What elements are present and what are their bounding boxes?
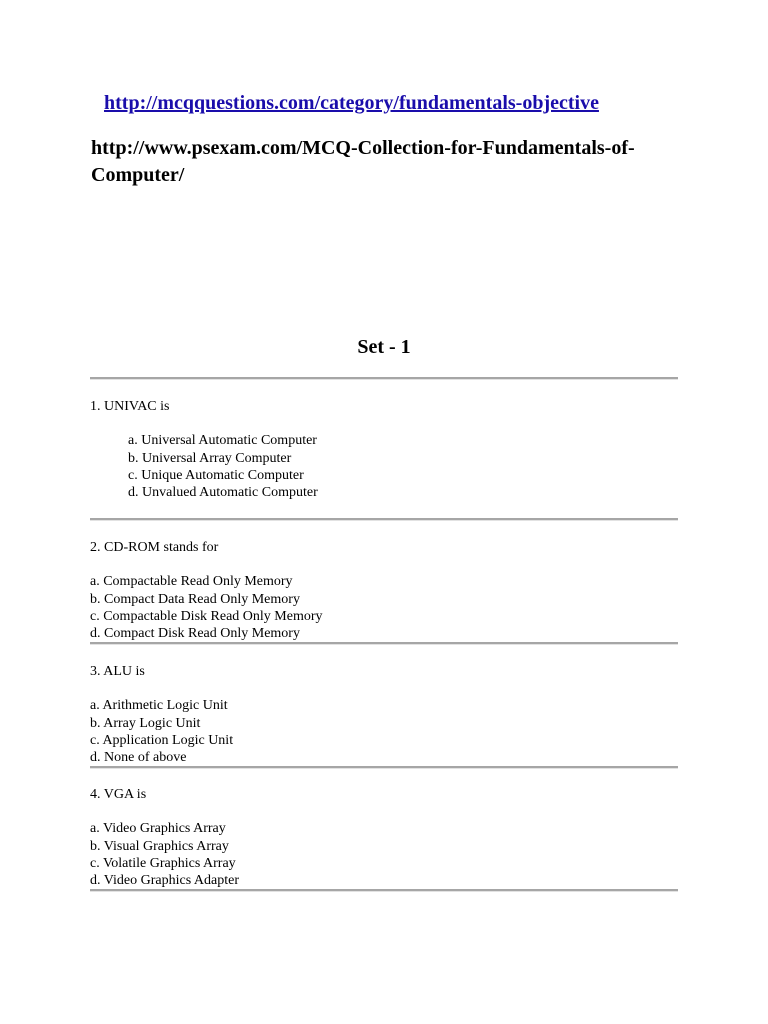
question-stem: 1. UNIVAC is: [90, 399, 170, 414]
option-d: d. Video Graphics Adapter: [90, 873, 239, 889]
divider: [90, 377, 678, 380]
question-stem: 3. ALU is: [90, 664, 145, 679]
option-list: [90, 573, 678, 642]
option-a: a. Universal Automatic Computer: [128, 433, 317, 449]
set-title: Set - 1: [357, 336, 411, 358]
option-b: b. Compact Data Read Only Memory: [90, 591, 300, 607]
question-4: [90, 786, 678, 889]
question-stem: 2. CD-ROM stands for: [90, 540, 219, 555]
psexam-url-text: http://www.psexam.com/MCQ-Collection-for-Fundamentals-of-Computer/: [91, 137, 635, 186]
option-c: c. Unique Automatic Computer: [128, 467, 304, 483]
question-stem: 4. VGA is: [90, 787, 147, 802]
option-c: c. Compactable Disk Read Only Memory: [90, 608, 323, 624]
question-3: [90, 663, 678, 766]
option-list: [90, 820, 678, 889]
divider: [90, 518, 678, 521]
question-1: [90, 398, 678, 501]
option-d: d. Compact Disk Read Only Memory: [90, 626, 300, 642]
option-list: [90, 432, 678, 501]
option-c: c. Application Logic Unit: [90, 732, 234, 748]
option-b: b. Array Logic Unit: [90, 715, 201, 731]
option-d: d. Unvalued Automatic Computer: [128, 485, 318, 501]
option-a: a. Video Graphics Array: [90, 821, 226, 837]
mcqquestions-link[interactable]: http://mcqquestions.com/category/fundamentals-objective: [104, 92, 599, 114]
option-b: b. Universal Array Computer: [128, 450, 292, 466]
option-list: [90, 697, 678, 766]
question-2: [90, 539, 678, 642]
option-a: a. Compactable Read Only Memory: [90, 574, 293, 590]
option-b: b. Visual Graphics Array: [90, 838, 229, 854]
divider: [90, 766, 678, 769]
option-c: c. Volatile Graphics Array: [90, 855, 236, 871]
divider: [90, 889, 678, 892]
option-a: a. Arithmetic Logic Unit: [90, 698, 228, 714]
option-d: d. None of above: [90, 750, 187, 766]
divider: [90, 642, 678, 645]
